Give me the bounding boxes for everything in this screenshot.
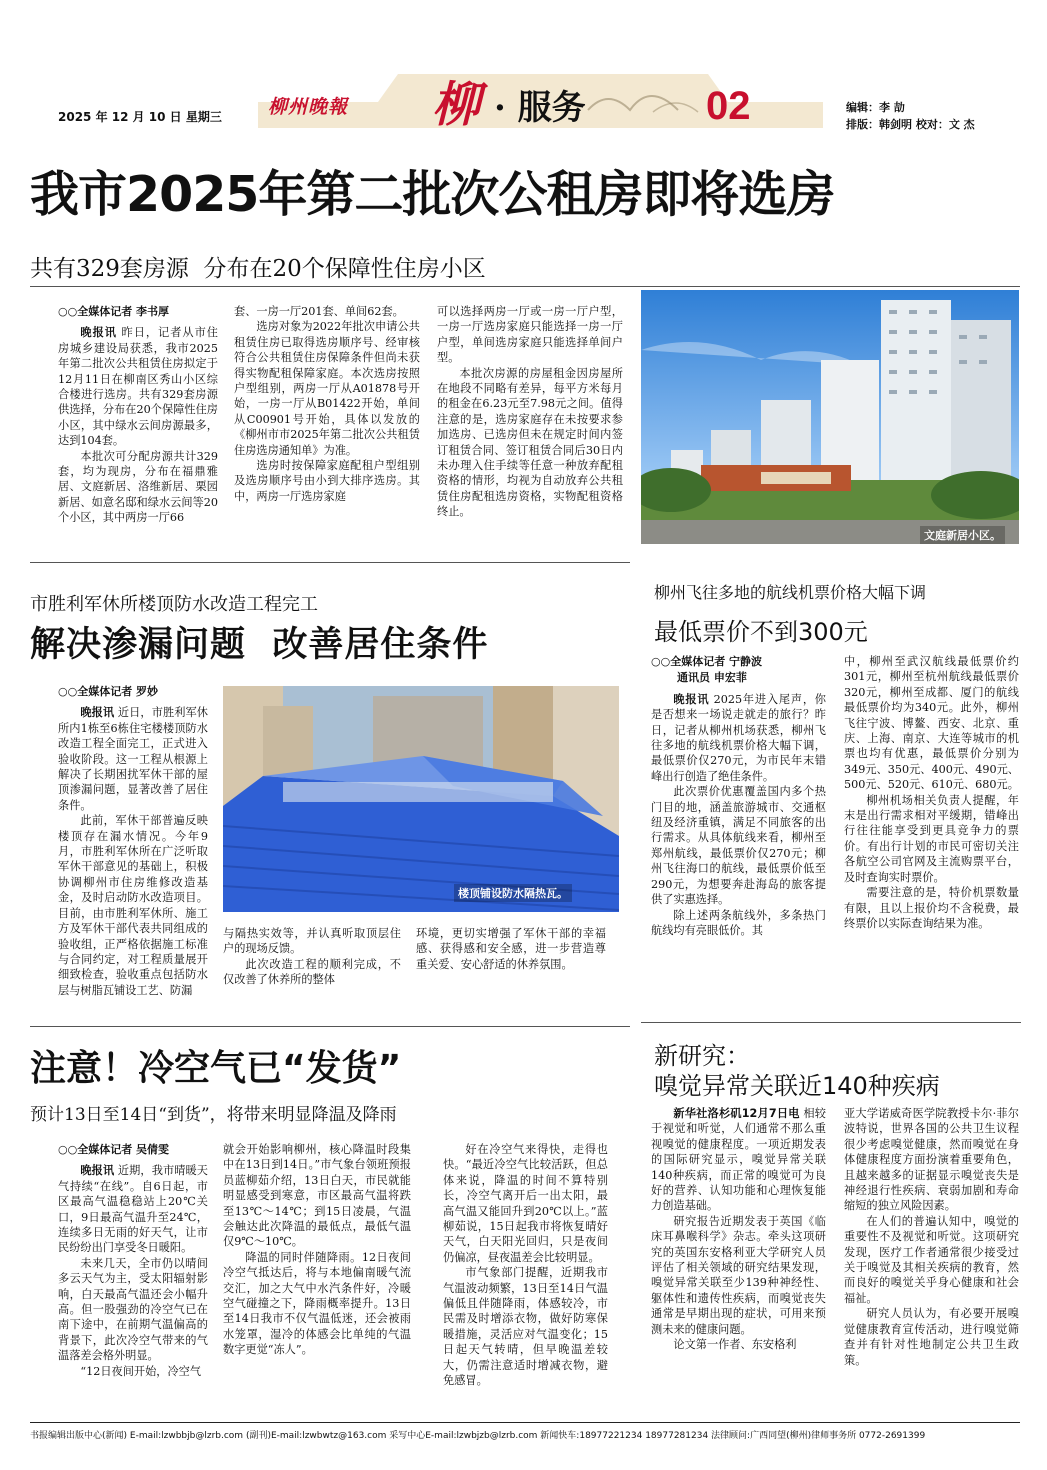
story1-headline: 我市2025年第二批次公租房即将选房 — [30, 166, 835, 223]
story2-col1 — [58, 684, 208, 998]
paper-logo: 柳州晚報 — [268, 96, 349, 118]
paragraph: 晚报讯 近期，我市晴暖天气持续“在线”。自6日起，市区最高气温稳稳站上20℃关口，9日最高气温升至24℃，连续多日无雨的好天气，让市民纷纷出门享受冬日暖阳。 — [58, 1164, 208, 1255]
story4-headline: 注意！冷空气已“发货” — [30, 1048, 402, 1089]
story3-kicker: 柳州飞往多地的航线机票价格大幅下调 — [654, 583, 927, 602]
story4-col1 — [58, 1142, 208, 1379]
story3-headline: 最低票价不到300元 — [654, 618, 868, 646]
paragraph: 可以选择两房一厅或一房一厅户型，一房一厅选房家庭只能选择一房一厅户型，单间选房家庭只能选择单间户型。 — [437, 305, 623, 365]
story2-col3 — [416, 926, 606, 972]
paragraph: 套、一房一厅201套、单间62套。 — [234, 305, 404, 318]
paragraph: 未来几天，全市仍以晴间多云天气为主，受太阳辐射影响，白天最高气温还会小幅升高。但一股强劲的冷空气已在南下途中，在前期气温偏高的背景下，此次冷空气带来的气温落差会格外明显。 — [58, 1256, 208, 1363]
paragraph: 环境，更切实增强了军休干部的幸福感、获得感和安全感，进一步营造尊重关爱、安心舒适的休养氛围。 — [416, 927, 606, 971]
paragraph: 亚大学诺威奇医学院教授卡尔·菲尔波特说，世界各国的公共卫生议程很少考虑嗅觉健康，然而嗅觉在身体健康程度方面扮演着重要角色，且越来越多的证据显示嗅觉丧失是神经退行性疾病、衰弱加剧和寿命缩短的独立风险因素。 — [844, 1107, 1019, 1213]
story5-col1 — [651, 1106, 826, 1353]
paragraph: 与隔热实效等，并认真听取顶层住户的现场反馈。 — [223, 927, 401, 956]
story1-col2 — [234, 304, 420, 504]
paragraph: 此次票价优惠覆盖国内多个热门目的地，涵盖旅游城市、交通枢纽及经济重镇，满足不同旅客的出行需求。从具体航线来看，柳州至郑州航线，最低票价仅270元；柳州飞往海口的航线，最低票价低至290元，为想要奔赴海岛的旅客提供了实惠选择。 — [651, 785, 826, 907]
story5-headline-line1: 新研究： — [654, 1042, 750, 1070]
paragraph: 就会开始影响柳州，核心降温时段集中在13日到14日。”市气象台领班预报员蓝柳茹介绍，13日白天，市民就能明显感受到寒意，市区最高气温将跌至13℃～14℃；到15日凌晨，气温会触达此次降温的最低点，最低气温仅9℃～10℃。 — [223, 1143, 411, 1249]
divider — [30, 1026, 630, 1027]
paragraph: 晚报讯 昨日，记者从市住房城乡建设局获悉，我市2025年第二批次公共租赁住房拟定于12月11日在柳南区秀山小区综合楼进行选房。共有329套房源供选择，分布在20个保障性住房小区，其中绿水云间房源最多，达到104套。 — [58, 326, 218, 448]
story1-col3 — [437, 304, 623, 520]
story5-headline-line2: 嗅觉异常关联近140种疾病 — [654, 1072, 940, 1100]
byline: 通讯员 申宏菲 — [677, 671, 747, 685]
section-name: · 服务 — [494, 88, 586, 128]
paragraph: 研究报告近期发表于英国《临床耳鼻喉科学》杂志。牵头这项研究的英国东安格利亚大学研究人员评估了相关领域的研究结果发现，嗅觉异常关联至少139种神经性、躯体性和遗传性疾病，而嗅觉丧失通常是早期出现的症状，可用来预测未来的健康问题。 — [651, 1214, 826, 1336]
story2-headline: 解决渗漏问题 改善居住条件 — [30, 625, 489, 665]
story4-col2 — [223, 1142, 411, 1358]
story4-subhead: 预计13日至14日“到货”，将带来明显降温及降雨 — [30, 1105, 397, 1125]
paragraph: 中，柳州至武汉航线最低票价约301元，柳州至杭州航线最低票价320元，柳州至成都、厦门的航线最低票价均为340元。此外，柳州飞往宁波、博鳌、西安、北京、重庆、上海、南京、大连等城市的机票也均有优惠，最低票价分别为349元、350元、400元、490元、500元、520元、610元、680元。 — [844, 655, 1019, 792]
paragraph: 在人们的普遍认知中，嗅觉的重要性不及视觉和听觉。这项研究发现，医疗工作者通常很少接受过关于嗅觉及其相关疾病的教育，然而良好的嗅觉关乎身心健康和社会福祉。 — [844, 1214, 1019, 1305]
footer-divider — [30, 1422, 1020, 1423]
paragraph: 论文第一作者、东安格利 — [673, 1338, 797, 1352]
paragraph: “12日夜间开始，冷空气 — [80, 1364, 202, 1378]
editor-credit: 编辑：李 劼 — [846, 101, 905, 114]
section-char: 柳 — [432, 77, 481, 133]
story1-subhead: 共有329套房源 分布在20个保障性住房小区 — [30, 256, 486, 282]
story5-col2 — [844, 1106, 1019, 1368]
byline: ○○全媒体记者 吴倩雯 — [58, 1143, 170, 1156]
apartment-photo — [641, 290, 1019, 544]
story2-col2 — [223, 926, 401, 988]
paragraph: 晚报讯 2025年进入尾声，你是否想来一场说走就走的旅行？昨日，记者从柳州机场获悉，柳州飞往多地的航线机票价格大幅下调，最低票价仅270元，为市民年末错峰出行创造了绝佳条件。 — [651, 692, 826, 783]
divider — [30, 562, 630, 563]
photo-caption: 文庭新居小区。 — [920, 526, 1005, 544]
paragraph: 柳州机场相关负责人提醒，年末是出行需求相对平缓期，错峰出行往往能享受到更具竞争力的票价。有出行计划的市民可密切关注各航空公司官网及主流购票平台，及时查询实时票价。 — [844, 793, 1019, 884]
roof-photo — [223, 686, 619, 912]
paragraph: 降温的同时伴随降雨。12日夜间冷空气抵达后，将与本地偏南暖气流交汇，加之大气中水汽条件好，冷暖空气碰撞之下，降雨概率提升。13日至14日我市不仅气温低迷，还会被雨水笼罩，湿冷的体感会比单纯的气温数字更觉“冻人”。 — [223, 1250, 411, 1357]
footer-contact: 书报编辑出版中心(新闻) E-mail:lzwbbjb@lzrb.com (副刊)E-mail:lzwbwtz@163.com 采写中心E-mail:lzwbjzb@lzrb.com 新闻快车:18977221234 18977281234 法律顾问:广西同望(柳州)律师事务所 0772-2691399 — [30, 1431, 926, 1441]
paragraph: 选房对象为2022年批次申请公共租赁住房已取得选房顺序号、经审核符合公共租赁住房保障条件但尚未获得实物配租保障家庭。本次选房按照户型组别，两房一厅从A01878号开始，一房一厅从B01422开始，单间从C00901号开始，具体以发放的《柳州市市2025年第二批次公共租赁住房选房通知单》为准。 — [234, 320, 420, 457]
byline: ○○全媒体记者 李书厚 — [58, 305, 170, 318]
byline: ○○全媒体记者 宁静波 — [651, 655, 763, 668]
paragraph: 好在冷空气来得快，走得也快。“最近冷空气比较活跃，但总体来说，降温的时间不算特别长，冷空气离开后一出太阳，最高气温又能回升到20℃以上。”蓝柳茹说，15日起我市将恢复晴好天气，白天阳光回归，只是夜间仍偏凉，昼夜温差会比较明显。 — [443, 1143, 608, 1264]
story4-col3 — [443, 1142, 608, 1389]
layout-credit: 排版：韩剑明 校对：文 杰 — [846, 118, 975, 131]
issue-date: 2025 年 12 月 10 日 星期三 — [58, 110, 222, 124]
paragraph: 此前，军休干部普遍反映楼顶存在漏水情况。今年9月，市胜利军休所在广泛听取军休干部意见的基础上，积极协调柳州市住房维修改造基金，及时启动防水改造项目。目前，由市胜利军休所、施工方及军休干部代表共同组成的验收组，正严格依据施工标准与合同约定，对工程质量展开细致检查，验收重点包括防水层与树脂瓦铺设工艺、防漏 — [58, 814, 208, 997]
story3-col2 — [844, 654, 1019, 931]
photo-caption: 楼顶铺设防水隔热瓦。 — [454, 884, 572, 902]
divider — [30, 286, 1020, 287]
paragraph: 晚报讯 近日，市胜利军休所内1栋至6栋住宅楼楼顶防水改造工程全面完工，正式进入验收阶段。这一工程从根源上解决了长期困扰军休干部的屋顶渗漏问题，显著改善了居住条件。 — [58, 706, 208, 812]
story3-col1 — [651, 654, 826, 938]
byline: ○○全媒体记者 罗妙 — [58, 685, 159, 698]
paragraph: 需要注意的是，特价机票数量有限，且以上报价均不含税费，最终票价以实际查询结果为准。 — [844, 886, 1019, 930]
story2-kicker: 市胜利军休所楼顶防水改造工程完工 — [30, 594, 318, 615]
paragraph: 研究人员认为，有必要开展嗅觉健康教育宣传活动，进行嗅觉筛查并有针对性地制定公共卫生政策。 — [844, 1307, 1019, 1367]
paragraph: 市气象部门提醒，近期我市气温波动频繁，13日至14日气温偏低且伴随降雨，体感较冷，市民需及时增添衣物，做好防寒保暖措施，灵活应对气温变化；15日起天气转晴，但早晚温差较大，仍需注意适时增减衣物，避免感冒。 — [443, 1266, 608, 1388]
paragraph: 本批次可分配房源共计329套，均为现房，分布在福鼎雅居、文庭新居、洛维新居、栗园新居、如意名邸和绿水云间等20个小区，其中两房一厅66 — [58, 449, 218, 525]
paragraph: 新华社洛杉矶12月7日电 相较于视觉和听觉，人们通常不那么重视嗅觉的健康程度。一项近期发表的国际研究显示，嗅觉异常关联140种疾病，而正常的嗅觉可为良好的营养、认知功能和心理恢复能力创造基础。 — [651, 1107, 826, 1213]
page-number: 02 — [706, 84, 751, 128]
story1-col1 — [58, 304, 218, 526]
paragraph: 此次改造工程的顺利完成，不仅改善了休养所的整体 — [223, 957, 401, 987]
paragraph: 本批次房源的房屋租金因房屋所在地段不同略有差异，每平方米每月的租金在6.23元至7.98元之间。值得注意的是，选房家庭存在未按要求参加选房、已选房但未在规定时间内签订租赁合同、签订租赁合同后30日内未办理入住手续等任意一种放弃配租资格的情形，均视为自动放弃公共租赁住房配租选房资格，实物配租资格终止。 — [437, 366, 623, 519]
paragraph: 除上述两条航线外，多条热门航线均有亮眼低价。其 — [651, 908, 826, 937]
paragraph: 选房时按保障家庭配租户型组别及选房顺序号由小到大排序选房。其中，两房一厅选房家庭 — [234, 459, 420, 503]
divider — [641, 1022, 1021, 1023]
